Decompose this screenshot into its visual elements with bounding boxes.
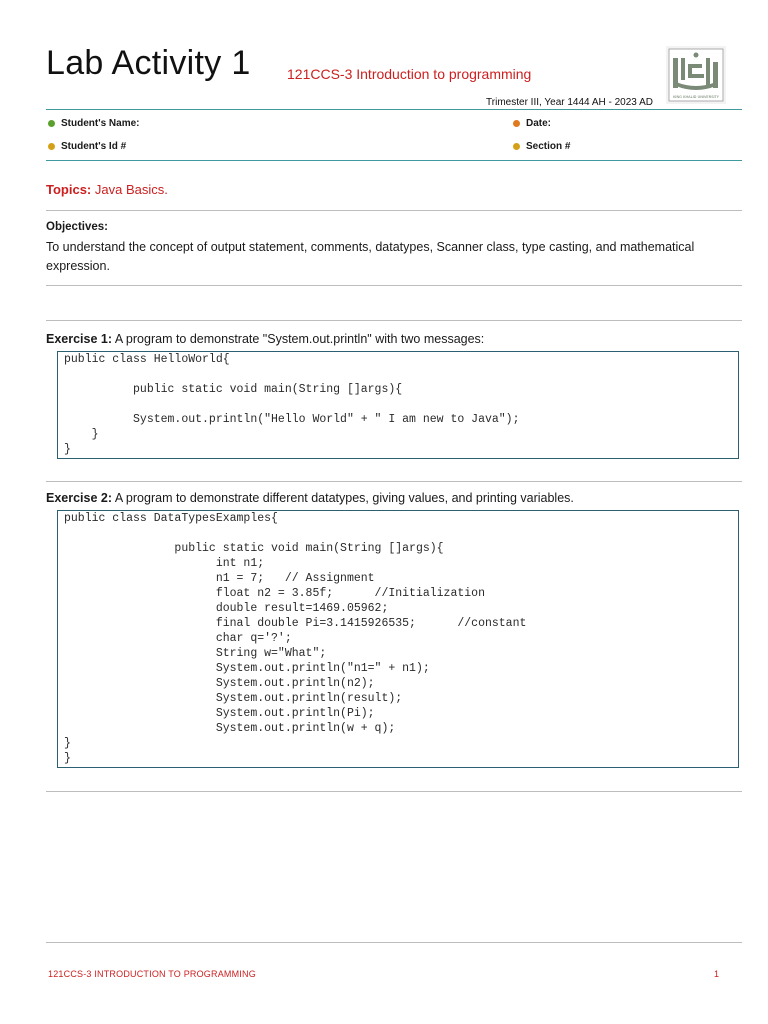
code-line: int n1;	[64, 557, 265, 570]
term-info: Trimester III, Year 1444 AH - 2023 AD	[486, 97, 653, 108]
section-divider	[46, 481, 742, 482]
section-divider	[46, 210, 742, 211]
bullet-dot	[48, 120, 55, 127]
code-line: public class HelloWorld{	[64, 353, 230, 366]
code-line: public class DataTypesExamples{	[64, 512, 278, 525]
objectives-text: To understand the concept of output statement, comments, datatypes, Scanner class, type casting, and mathematical expression.	[46, 240, 695, 273]
footer-course-text: 121CCS-3 INTRODUCTION TO PROGRAMMING	[48, 969, 256, 979]
exercise-1-description: A program to demonstrate "System.out.println" with two messages:	[112, 332, 485, 346]
code-line: System.out.println(w + q);	[64, 722, 396, 735]
header-divider	[46, 109, 742, 110]
page-title: Lab Activity 1	[46, 44, 251, 82]
topics-label: Topics:	[46, 182, 92, 197]
topics-line	[46, 182, 168, 197]
bullet-dot	[513, 143, 520, 150]
date-field	[513, 118, 551, 129]
exercise-1-code-box	[57, 351, 739, 459]
topics-value: Java Basics.	[91, 182, 168, 197]
exercise-1-label: Exercise 1:	[46, 332, 113, 346]
exercise-2-heading	[46, 491, 574, 505]
student-name-label: Student's Name:	[61, 118, 140, 129]
code-line: public static void main(String []args){	[64, 542, 444, 555]
code-line: }	[64, 737, 71, 750]
code-line: System.out.println(Pi);	[64, 707, 375, 720]
code-line: String w="What";	[64, 647, 327, 660]
code-line: System.out.println(result);	[64, 692, 403, 705]
fields-divider	[46, 160, 742, 161]
bullet-dot	[513, 120, 520, 127]
exercise-2-label: Exercise 2:	[46, 491, 113, 505]
student-name-field	[48, 118, 140, 129]
code-line: n1 = 7; // Assignment	[64, 572, 375, 585]
section-divider	[46, 791, 742, 792]
code-line: public static void main(String []args){	[64, 383, 403, 396]
student-id-field	[48, 141, 126, 152]
code-line: float n2 = 3.85f; //Initialization	[64, 587, 485, 600]
code-line: System.out.println("n1=" + n1);	[64, 662, 430, 675]
code-line: }	[64, 443, 71, 456]
university-logo	[666, 46, 726, 104]
section-divider	[46, 320, 742, 321]
code-line: }	[64, 428, 99, 441]
objectives-heading: Objectives:	[46, 221, 108, 233]
section-field	[513, 141, 570, 152]
code-line: final double Pi=3.1415926535; //constant	[64, 617, 527, 630]
student-id-label: Student's Id #	[61, 141, 127, 152]
page-number: 1	[714, 969, 720, 979]
date-label: Date:	[526, 118, 552, 129]
code-line: char q='?';	[64, 632, 292, 645]
code-line: System.out.println(n2);	[64, 677, 375, 690]
bullet-dot	[48, 143, 55, 150]
section-label: Section #	[526, 141, 571, 152]
exercise-2-code-box	[57, 510, 739, 768]
footer-divider	[46, 942, 742, 943]
section-divider	[46, 285, 742, 286]
code-line: }	[64, 752, 71, 765]
code-line: double result=1469.05962;	[64, 602, 389, 615]
exercise-1-heading	[46, 332, 484, 346]
code-line: System.out.println("Hello World" + " I am new to Java");	[64, 413, 520, 426]
svg-text:KING KHALID UNIVERSITY: KING KHALID UNIVERSITY	[673, 95, 719, 99]
course-subtitle: 121CCS-3 Introduction to programming	[287, 66, 532, 82]
exercise-2-description: A program to demonstrate different datatypes, giving values, and printing variables.	[112, 491, 574, 505]
